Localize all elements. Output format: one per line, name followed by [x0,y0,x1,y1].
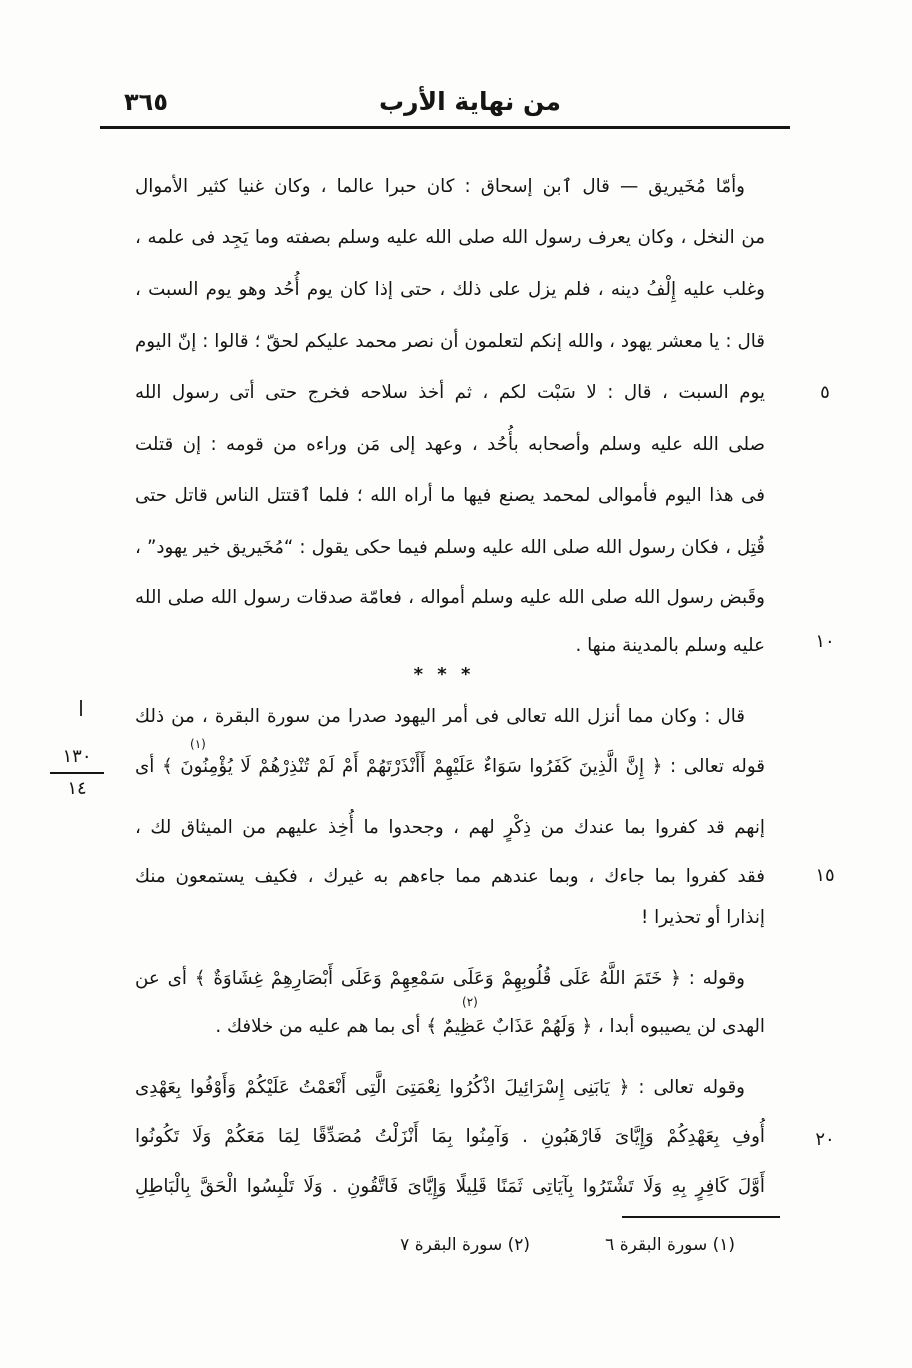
text-line: فقد كفروا بما جاءك ، وبما عندهم مما جاءهم به غيرك ، فكيف يستمعون منك [135,866,765,887]
text-line-with-verse: أَوَّلَ كَافِرٍ بِهِ وَلَا تَشْتَرُوا بِآيَاتِى ثَمَنًا قَلِيلًا وَإِيَّاىَ فَاتَّقُونِ . وَلَا تَلْبِسُوا الْحَقَّ بِالْبَاطِلِ [135,1176,765,1197]
footnote-rule [622,1216,780,1218]
folio-reference-top: ١٣٠ [62,746,92,767]
text-line: صلى الله عليه وسلم وأصحابه بأُحُد ، وعهد إلى مَن وراءه من قومه : إن قتلت [135,434,765,455]
text-line: إنهم قد كفروا بما عندك من ذِكْرٍ لهم ، وجحدوا ما أُخِذ عليهم من الميثاق لك ، [135,817,765,838]
footnote: (٢) سورة البقرة ٧ [400,1235,530,1255]
text-line: قُتِل ، فكان رسول الله صلى الله عليه وسلم فيما حكى يقول : “مُخَيريق خير يهود” ، [135,537,765,558]
line-number-marker: ٥ [820,382,830,403]
text-line: إنذارا أو تحذيرا ! [641,907,765,928]
folio-reference-rule [50,772,104,774]
folio-tick-mark [80,700,82,716]
text-line: عليه وسلم بالمدينة منها . [575,635,765,656]
header-rule [100,126,790,129]
line-number-marker: ١٠ [815,631,835,652]
footnote-marker: (١) [190,737,206,751]
text-line: من النخل ، وكان يعرف رسول الله صلى الله عليه وسلم بصفته وما يَجِد فى علمه ، [135,227,765,248]
text-line-with-verse: وقوله تعالى : ﴿ يَابَنِى إِسْرَائِيلَ اذْكُرُوا نِعْمَتِىَ الَّتِى أَنْعَمْتُ عَلَيْكُمْ وَأَوْفُوا بِعَهْدِى [135,1077,745,1098]
text-line-with-verse: أُوفِ بِعَهْدِكُمْ وَإِيَّاىَ فَارْهَبُونِ . وَآمِنُوا بِمَا أَنْزَلْتُ مُصَدِّقًا لِمَا مَعَكُمْ وَلَا تَكُونُوا [135,1126,765,1147]
section-separator: * * * [413,664,471,685]
text-line-with-verse: وقوله : ﴿ خَتَمَ اللَّهُ عَلَى قُلُوبِهِمْ وَعَلَى سَمْعِهِمْ وَعَلَى أَبْصَارِهِمْ غِشَاوَةٌ ﴾ أى عن [135,968,745,989]
text-line: قال : يا معشر يهود ، والله إنكم لتعلمون أن نصر محمد عليكم لحقّ ؛ قالوا : إنّ اليوم [135,331,765,352]
line-number-marker: ٢٠ [815,1129,835,1150]
text-line: وقَبض رسول الله صلى الله عليه وسلم أمواله ، فعامّة صدقات رسول الله صلى الله [135,587,765,608]
folio-reference [50,744,104,802]
text-line: وأمّا مُخَيريق — قال ٱبن إسحاق : كان حبرا عالما ، وكان غنيا كثير الأموال [135,176,745,197]
page-number: ٣٦٥ [124,88,168,116]
text-line-with-verse: قوله تعالى : ﴿ إِنَّ الَّذِينَ كَفَرُوا سَوَاءٌ عَلَيْهِمْ أَأَنْذَرْتَهُمْ أَمْ لَمْ تُنْذِرْهُمْ لَا يُؤْمِنُونَ ﴾ أى [135,756,765,777]
text-line: يوم السبت ، قال : لا سَبْت لكم ، ثم أخذ سلاحه فخرج حتى أتى رسول الله [135,382,765,403]
footnote-marker: (٢) [462,995,478,1009]
footnote: (١) سورة البقرة ٦ [605,1235,735,1255]
running-head-title: من نهاية الأرب [379,87,561,116]
text-line: وغلب عليه إِلْفُ دينه ، فلم يزل على ذلك ، حتى إذا كان يوم أُحُد وهو يوم السبت ، [135,279,765,300]
text-line-with-verse: الهدى لن يصيبوه أبدا ، ﴿ وَلَهُمْ عَذَابٌ عَظِيمٌ ﴾ أى بما هم عليه من خلافك . [215,1016,765,1037]
line-number-marker: ١٥ [815,865,835,886]
text-line: فى هذا اليوم فأموالى لمحمد يصنع فيها ما أراه الله ؛ فلما ٱقتتل الناس قاتل حتى [135,485,765,506]
text-line: قال : وكان مما أنزل الله تعالى فى أمر اليهود صدرا من سورة البقرة ، من ذلك [135,706,745,727]
folio-reference-bottom: ١٤ [67,778,87,799]
